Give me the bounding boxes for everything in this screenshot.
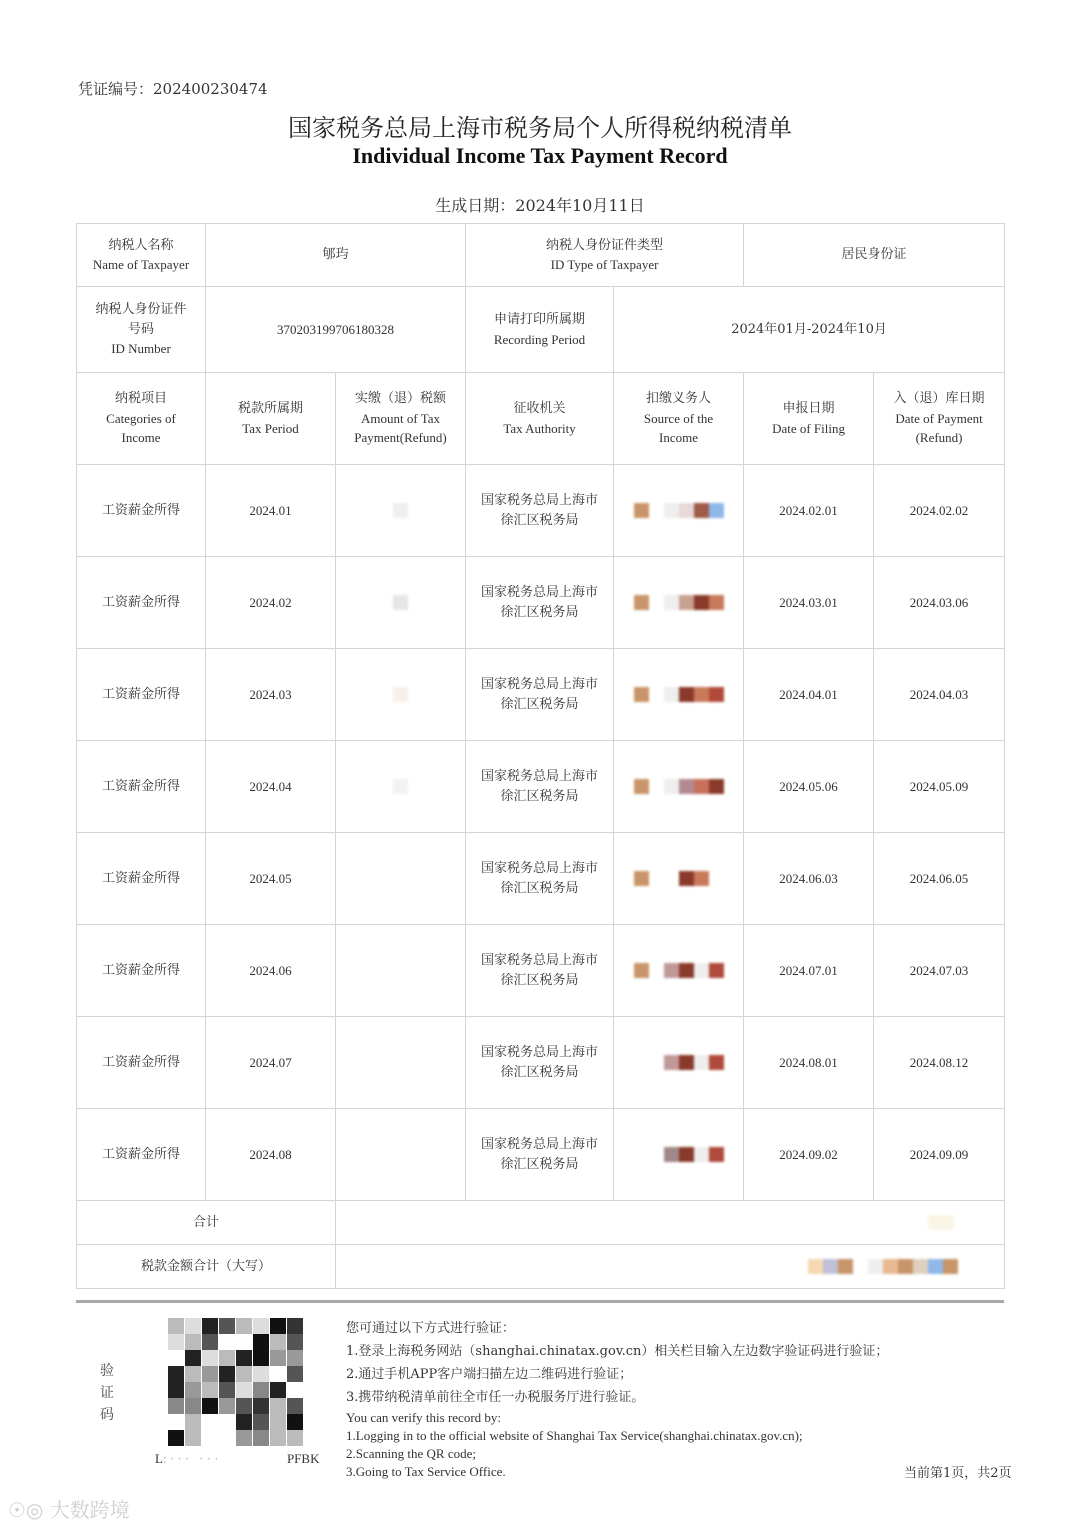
filing-date-cell: 2024.09.02	[744, 1109, 874, 1201]
instruction-line: 1.Logging in to the official website of Shanghai Tax Service(shanghai.chinatax.gov.cn);	[346, 1428, 803, 1443]
col-en1: Date of Payment	[895, 410, 983, 426]
idtype-label-cell	[466, 224, 744, 287]
authority-line2: 徐汇区税务局	[500, 512, 579, 528]
col-header-payment	[874, 373, 1005, 465]
qr-mosaic-cell	[202, 1398, 218, 1414]
redaction-mosaic	[393, 595, 408, 610]
qr-mosaic-cell	[287, 1382, 303, 1398]
total-words-label: 税款金额合计（大写）	[77, 1245, 336, 1289]
qr-mosaic-cell	[219, 1430, 235, 1446]
col-en1: Amount of Tax	[361, 410, 441, 426]
qr-mosaic-cell	[287, 1318, 303, 1334]
qr-mosaic-cell	[185, 1318, 201, 1334]
qr-mosaic-cell	[287, 1350, 303, 1366]
qr-mosaic-cell	[168, 1382, 184, 1398]
qr-mosaic-cell	[219, 1414, 235, 1430]
authority-cell	[466, 1109, 614, 1201]
authority-line2: 徐汇区税务局	[500, 1156, 579, 1172]
col-cn: 扣缴义务人	[646, 391, 712, 407]
authority-line1: 国家税务总局上海市	[481, 677, 599, 692]
qr-mosaic-cell	[236, 1382, 252, 1398]
period-value: 2024年01月-2024年10月	[614, 287, 1005, 373]
payment-date-cell: 2024.06.05	[874, 833, 1005, 925]
qr-mosaic-cell	[236, 1430, 252, 1446]
qr-mosaic-cell	[202, 1318, 218, 1334]
category-cell: 工资薪金所得	[77, 1017, 206, 1109]
idnum-label-cn2: 号码	[127, 321, 154, 337]
verification-code-prefix: L	[155, 1451, 163, 1466]
qr-mosaic-cell	[185, 1430, 201, 1446]
filing-date-cell: 2024.07.01	[744, 925, 874, 1017]
authority-line1: 国家税务总局上海市	[481, 953, 599, 968]
col-cn: 申报日期	[782, 401, 835, 416]
qr-mosaic-cell	[253, 1350, 269, 1366]
qr-mosaic-cell	[236, 1350, 252, 1366]
col-en2: (Refund)	[915, 430, 963, 446]
idnum-label-en: ID Number	[111, 341, 171, 357]
filing-date-cell: 2024.02.01	[744, 465, 874, 557]
authority-line1: 国家税务总局上海市	[481, 861, 599, 876]
authority-line1: 国家税务总局上海市	[481, 493, 599, 508]
voucher-label: 凭证编号：	[78, 80, 154, 98]
category-cell: 工资薪金所得	[77, 465, 206, 557]
instruction-line: 1.登录上海税务网站（shanghai.chinatax.gov.cn）相关栏目输入左边数字验证码进行验证；	[346, 1344, 889, 1359]
authority-cell	[466, 465, 614, 557]
table-row	[77, 649, 1005, 741]
gen-date-value: 2024年10月11日	[515, 196, 645, 215]
watermark-text: 大数跨境	[49, 1498, 130, 1522]
qr-mosaic-cell	[253, 1318, 269, 1334]
col-cn: 征收机关	[513, 401, 566, 416]
qr-mosaic-cell	[219, 1382, 235, 1398]
instruction-line: 2.通过手机APP客户端扫描左边二维码进行验证；	[346, 1367, 633, 1382]
verification-code-redacted: : · · · · · ·	[162, 1451, 219, 1466]
authority-line1: 国家税务总局上海市	[481, 769, 599, 784]
qr-mosaic-cell	[287, 1334, 303, 1350]
col-cn: 入（退）库日期	[893, 391, 985, 407]
voucher-value: 202400230474	[153, 80, 268, 98]
authority-line2: 徐汇区税务局	[500, 696, 579, 712]
idnum-label-cn1: 纳税人身份证件	[95, 302, 187, 318]
total-words-value-redacted	[336, 1245, 1005, 1289]
authority-line1: 国家税务总局上海市	[481, 1045, 599, 1060]
filing-date-cell: 2024.06.03	[744, 833, 874, 925]
qr-mosaic-cell	[202, 1350, 218, 1366]
qr-mosaic-cell	[185, 1398, 201, 1414]
authority-line2: 徐汇区税务局	[500, 972, 579, 988]
instruction-line: 3.Going to Tax Service Office.	[346, 1464, 506, 1479]
period-label-cn: 申请打印所属期	[494, 312, 586, 327]
qr-mosaic-cell	[270, 1334, 286, 1350]
verification-code-suffix: PFBK	[286, 1451, 320, 1466]
payment-date-cell: 2024.02.02	[874, 465, 1005, 557]
col-cn: 纳税项目	[114, 391, 167, 407]
qr-mosaic-cell	[168, 1350, 184, 1366]
table-row	[77, 1109, 1005, 1201]
qr-mosaic-cell	[287, 1414, 303, 1430]
qr-mosaic-cell	[236, 1398, 252, 1414]
qr-mosaic-cell	[185, 1334, 201, 1350]
qr-mosaic-cell	[185, 1366, 201, 1382]
source-cell-redacted	[614, 1109, 744, 1201]
column-header-row	[77, 373, 1005, 465]
instruction-line: You can verify this record by:	[346, 1410, 502, 1425]
gen-date-label: 生成日期：	[435, 196, 516, 215]
name-label-en: Name of Taxpayer	[92, 257, 190, 272]
total-label: 合计	[77, 1201, 336, 1245]
idtype-label-en: ID Type of Taxpayer	[550, 257, 659, 272]
authority-cell	[466, 649, 614, 741]
qr-mosaic-cell	[236, 1414, 252, 1430]
col-header-amount	[336, 373, 466, 465]
qr-mosaic-cell	[270, 1318, 286, 1334]
authority-line1: 国家税务总局上海市	[481, 585, 599, 600]
qr-mosaic-cell	[168, 1414, 184, 1430]
authority-line2: 徐汇区税务局	[500, 788, 579, 804]
page-indicator: 当前第1页，共2页	[904, 1466, 1012, 1481]
period-label-en: Recording Period	[493, 331, 586, 347]
redaction-mosaic	[808, 1257, 958, 1277]
redaction-mosaic	[393, 503, 408, 518]
info-row-name	[77, 224, 1005, 287]
col-header-source	[614, 373, 744, 465]
qr-code-image	[168, 1318, 304, 1446]
qr-mosaic-cell	[236, 1318, 252, 1334]
authority-line2: 徐汇区税务局	[500, 880, 579, 896]
table-row	[77, 925, 1005, 1017]
voucher-number	[78, 78, 268, 99]
source-cell-redacted	[614, 465, 744, 557]
redaction-mosaic	[393, 779, 408, 794]
payment-date-cell: 2024.05.09	[874, 741, 1005, 833]
authority-line2: 徐汇区税务局	[500, 1064, 579, 1080]
qr-mosaic-cell	[219, 1350, 235, 1366]
amount-cell-redacted	[336, 833, 466, 925]
verification-instructions	[346, 1317, 888, 1481]
qr-mosaic-cell	[253, 1398, 269, 1414]
authority-cell	[466, 557, 614, 649]
authority-cell	[466, 1017, 614, 1109]
idnum-label-cell	[77, 287, 206, 373]
qr-mosaic-cell	[219, 1366, 235, 1382]
category-cell: 工资薪金所得	[77, 649, 206, 741]
authority-cell	[466, 833, 614, 925]
amount-cell-redacted	[336, 741, 466, 833]
qr-mosaic-cell	[185, 1382, 201, 1398]
payment-date-cell: 2024.09.09	[874, 1109, 1005, 1201]
verification-label	[99, 1360, 115, 1426]
amount-cell-redacted	[336, 1017, 466, 1109]
col-header-authority	[466, 373, 614, 465]
verification-code	[155, 1451, 319, 1467]
category-cell: 工资薪金所得	[77, 925, 206, 1017]
idtype-label-cn: 纳税人身份证件类型	[546, 237, 664, 253]
qr-mosaic-cell	[168, 1318, 184, 1334]
title-english: Individual Income Tax Payment Record	[352, 143, 728, 168]
qr-mosaic-cell	[202, 1366, 218, 1382]
qr-mosaic-cell	[202, 1382, 218, 1398]
period-cell: 2024.03	[206, 649, 336, 741]
qr-mosaic-cell	[236, 1366, 252, 1382]
generation-date	[0, 193, 1080, 216]
qr-mosaic-cell	[253, 1366, 269, 1382]
total-words-row	[77, 1245, 1005, 1289]
qr-mosaic-cell	[219, 1318, 235, 1334]
redaction-mosaic	[634, 685, 724, 705]
qr-mosaic-cell	[253, 1334, 269, 1350]
qr-mosaic-cell	[270, 1414, 286, 1430]
qr-mosaic-cell	[270, 1366, 286, 1382]
table-row	[77, 741, 1005, 833]
qr-mosaic-cell	[168, 1430, 184, 1446]
name-value: 郇玙	[206, 224, 466, 287]
amount-cell-redacted	[336, 1109, 466, 1201]
table-row	[77, 465, 1005, 557]
payment-date-cell: 2024.07.03	[874, 925, 1005, 1017]
col-en1: Categories of	[106, 410, 176, 426]
category-cell: 工资薪金所得	[77, 741, 206, 833]
total-value-redacted	[336, 1201, 1005, 1245]
qr-mosaic-cell	[253, 1382, 269, 1398]
col-en1: Date of Filing	[772, 420, 845, 436]
col-header-period	[206, 373, 336, 465]
section-divider	[76, 1300, 1004, 1303]
name-label-cn: 纳税人名称	[108, 237, 174, 253]
col-cn: 实缴（退）税额	[355, 391, 447, 407]
period-label-cell	[466, 287, 614, 373]
qr-mosaic-cell	[219, 1334, 235, 1350]
qr-mosaic-cell	[287, 1366, 303, 1382]
table-row	[77, 1017, 1005, 1109]
source-cell-redacted	[614, 557, 744, 649]
source-cell-redacted	[614, 925, 744, 1017]
source-cell-redacted	[614, 741, 744, 833]
redaction-mosaic	[634, 1053, 724, 1073]
category-cell: 工资薪金所得	[77, 833, 206, 925]
authority-line1: 国家税务总局上海市	[481, 1137, 599, 1152]
qr-mosaic-cell	[219, 1398, 235, 1414]
col-en2: Income	[121, 430, 161, 446]
redaction-mosaic	[634, 1145, 724, 1165]
qr-mosaic-cell	[287, 1430, 303, 1446]
col-header-filing	[744, 373, 874, 465]
redaction-mosaic	[634, 501, 724, 521]
table-row	[77, 557, 1005, 649]
redaction-mosaic	[393, 687, 408, 702]
period-cell: 2024.07	[206, 1017, 336, 1109]
qr-mosaic-cell	[185, 1350, 201, 1366]
name-label-cell	[77, 224, 206, 287]
col-en2: Income	[659, 430, 699, 446]
filing-date-cell: 2024.04.01	[744, 649, 874, 741]
authority-cell	[466, 741, 614, 833]
amount-cell-redacted	[336, 649, 466, 741]
period-cell: 2024.05	[206, 833, 336, 925]
qr-mosaic-cell	[270, 1350, 286, 1366]
authority-line2: 徐汇区税务局	[500, 604, 579, 620]
col-en1: Tax Period	[242, 420, 299, 436]
idtype-value: 居民身份证	[744, 224, 1005, 287]
col-en2: Payment(Refund)	[354, 430, 447, 446]
source-cell-redacted	[614, 1017, 744, 1109]
table-row	[77, 833, 1005, 925]
qr-mosaic-cell	[253, 1430, 269, 1446]
filing-date-cell: 2024.03.01	[744, 557, 874, 649]
idnum-value: 370203199706180328	[206, 287, 466, 373]
amount-cell-redacted	[336, 465, 466, 557]
qr-mosaic-cell	[202, 1414, 218, 1430]
filing-date-cell: 2024.05.06	[744, 741, 874, 833]
qr-mosaic-cell	[270, 1382, 286, 1398]
period-cell: 2024.04	[206, 741, 336, 833]
redaction-mosaic	[634, 869, 724, 889]
col-en1: Tax Authority	[503, 420, 576, 436]
source-cell-redacted	[614, 833, 744, 925]
qr-mosaic-cell	[236, 1334, 252, 1350]
payment-date-cell: 2024.03.06	[874, 557, 1005, 649]
redaction-mosaic	[634, 961, 724, 981]
col-en1: Source of the	[643, 410, 714, 426]
qr-mosaic-cell	[270, 1430, 286, 1446]
instruction-line: 您可通过以下方式进行验证：	[346, 1321, 516, 1336]
col-cn: 税款所属期	[237, 401, 303, 416]
amount-cell-redacted	[336, 925, 466, 1017]
watermark-logo-icon: ☉◎	[8, 1498, 50, 1522]
authority-cell	[466, 925, 614, 1017]
payment-date-cell: 2024.08.12	[874, 1017, 1005, 1109]
source-cell-redacted	[614, 649, 744, 741]
period-cell: 2024.06	[206, 925, 336, 1017]
label-char: 证	[100, 1385, 114, 1401]
total-row	[77, 1201, 1005, 1245]
qr-mosaic-cell	[287, 1398, 303, 1414]
qr-mosaic-cell	[168, 1398, 184, 1414]
instruction-line: 2.Scanning the QR code;	[346, 1446, 476, 1461]
qr-mosaic-cell	[202, 1430, 218, 1446]
info-row-id	[77, 287, 1005, 373]
period-cell: 2024.01	[206, 465, 336, 557]
tax-record-table	[76, 223, 1005, 1289]
redaction-mosaic	[928, 1215, 954, 1230]
label-char: 验	[100, 1363, 114, 1379]
qr-mosaic-cell	[168, 1366, 184, 1382]
col-header-category	[77, 373, 206, 465]
qr-mosaic-cell	[202, 1334, 218, 1350]
redaction-mosaic	[634, 593, 724, 613]
label-char: 码	[100, 1407, 114, 1423]
instruction-line: 3.携带纳税清单前往全市任一办税服务厅进行验证。	[346, 1390, 645, 1405]
title-chinese: 国家税务总局上海市税务局个人所得税纳税清单	[288, 114, 792, 142]
qr-mosaic-cell	[185, 1414, 201, 1430]
qr-mosaic-cell	[270, 1398, 286, 1414]
period-cell: 2024.08	[206, 1109, 336, 1201]
qr-mosaic-cell	[253, 1414, 269, 1430]
payment-date-cell: 2024.04.03	[874, 649, 1005, 741]
amount-cell-redacted	[336, 557, 466, 649]
period-cell: 2024.02	[206, 557, 336, 649]
watermark	[8, 1494, 130, 1523]
category-cell: 工资薪金所得	[77, 1109, 206, 1201]
qr-mosaic-cell	[168, 1334, 184, 1350]
category-cell: 工资薪金所得	[77, 557, 206, 649]
redaction-mosaic	[634, 777, 724, 797]
filing-date-cell: 2024.08.01	[744, 1017, 874, 1109]
